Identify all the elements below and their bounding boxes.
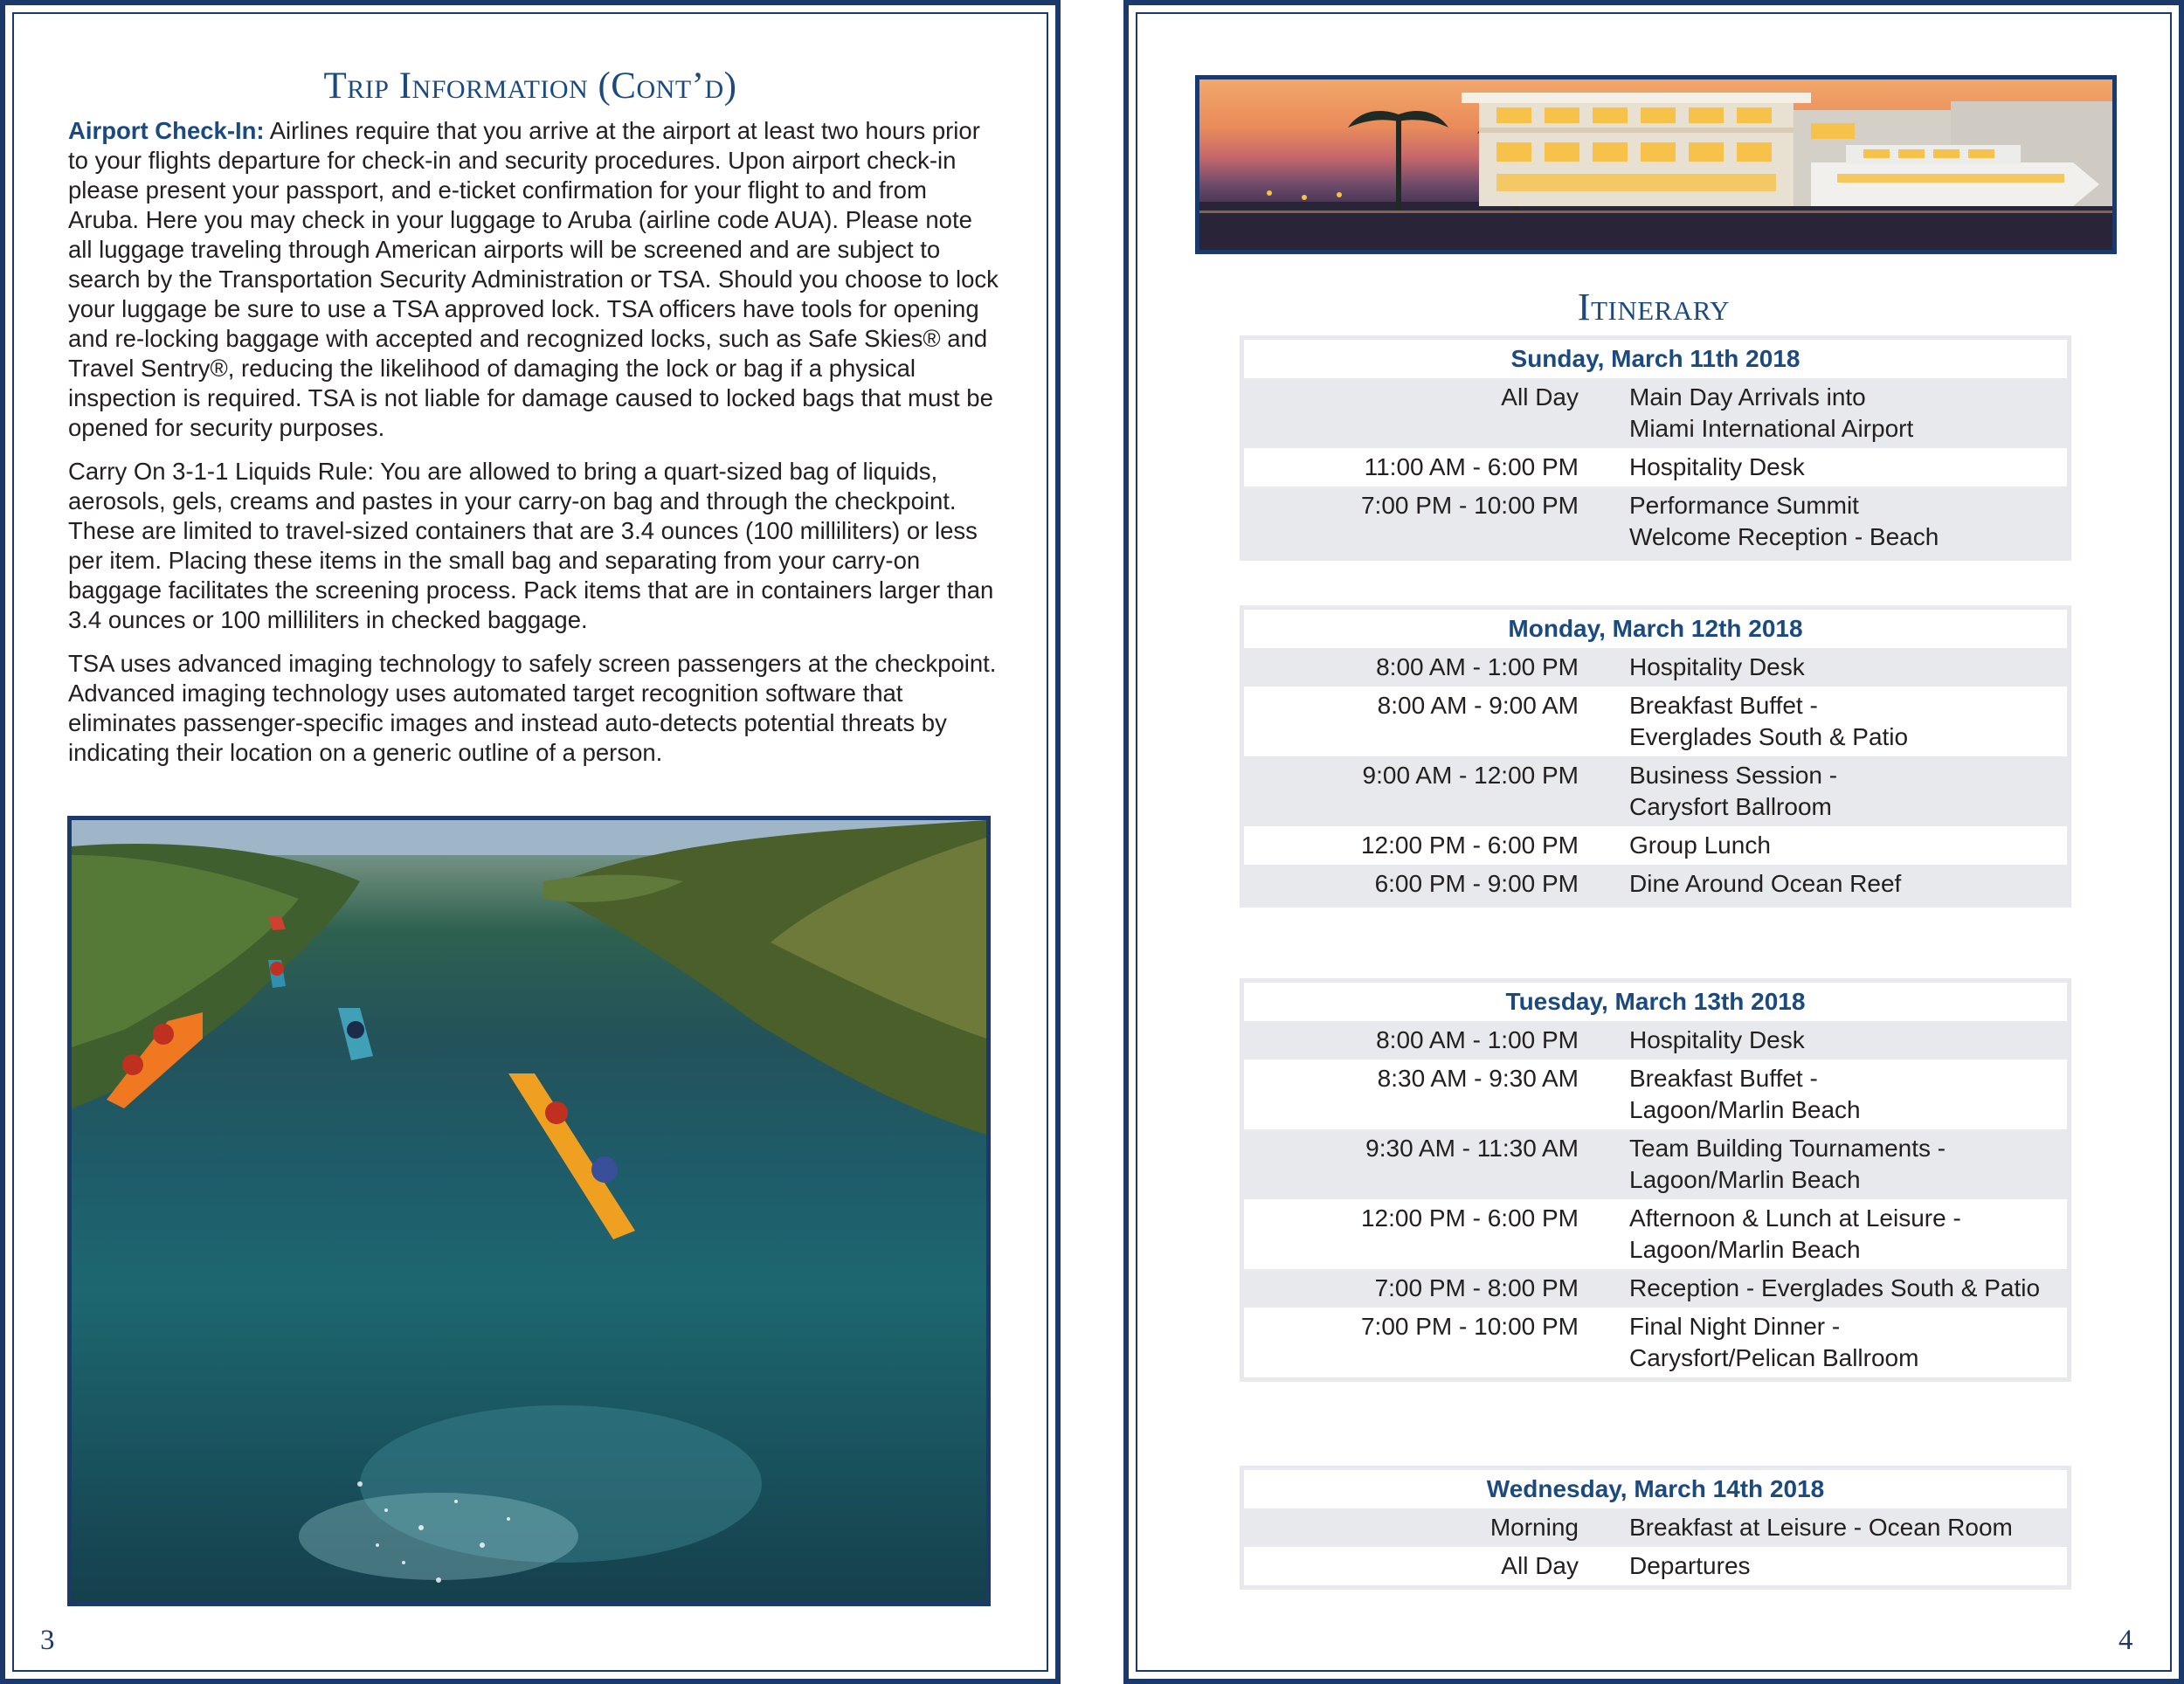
schedule-row (1244, 687, 2067, 756)
kayak-photo (67, 816, 991, 1606)
row-time: 9:30 AM - 11:30 AM (1365, 1135, 1579, 1162)
row-time: 6:00 PM - 9:00 PM (1374, 870, 1579, 897)
day-title: Sunday, March 11th 2018 (1244, 340, 2067, 378)
row-event: Business Session - Carysfort Ballroom (1629, 762, 1838, 820)
row-event: Breakfast Buffet - Everglades South & Patio (1629, 692, 1909, 750)
schedule-row (1244, 865, 2067, 903)
schedule-row (1244, 1021, 2067, 1059)
row-event: Departures (1629, 1552, 1751, 1579)
schedule-row (1244, 1269, 2067, 1308)
airport-checkin-lead: Airport Check-In: (68, 117, 265, 144)
day-title: Wednesday, March 14th 2018 (1244, 1470, 2067, 1508)
day-title: Monday, March 12th 2018 (1244, 610, 2067, 648)
row-time: Morning (1489, 1514, 1579, 1541)
row-time: 8:00 AM - 9:00 AM (1377, 692, 1579, 719)
schedule-row (1244, 648, 2067, 687)
schedule-row (1244, 756, 2067, 826)
row-time: 7:00 PM - 10:00 PM (1360, 492, 1579, 519)
page-number-right: 4 (2118, 1625, 2133, 1656)
liquids-rule-paragraph: Carry On 3-1-1 Liquids Rule: You are allowed to bring a quart-sized bag of liquids, aerosols, gels, creams and pastes in your carry-on bag and through the checkpoint. These are limited to travel-sized containers that are 3.4 ounces (100 milliliters) or less per item. Placing these items in the small bag and separating from your carry-on baggage facilitates the screening process. Pack items that are in containers larger than 3.4 ounces or 100 milliliters in checked baggage. (68, 458, 994, 633)
schedule-row (1244, 1059, 2067, 1129)
kayak-teal-center (338, 1008, 373, 1060)
row-event: Afternoon & Lunch at Leisure - Lagoon/Marlin Beach (1629, 1204, 1961, 1263)
row-time: All Day (1501, 1552, 1579, 1579)
row-time: 9:00 AM - 12:00 PM (1362, 762, 1579, 789)
row-event: Main Day Arrivals into Miami International Airport (1629, 383, 1914, 442)
row-event: Hospitality Desk (1629, 1026, 1805, 1053)
day-block-tuesday (1240, 978, 2071, 1382)
row-time: 7:00 PM - 8:00 PM (1374, 1274, 1579, 1301)
row-time: 8:30 AM - 9:30 AM (1377, 1065, 1579, 1092)
row-time: All Day (1501, 383, 1579, 411)
page-number-left: 3 (40, 1625, 55, 1656)
airport-checkin-paragraph (68, 116, 999, 443)
row-time: 12:00 PM - 6:00 PM (1360, 832, 1579, 859)
row-event: Dine Around Ocean Reef (1629, 870, 1902, 897)
row-event: Breakfast at Leisure - Ocean Room (1629, 1514, 2013, 1541)
row-event: Breakfast Buffet - Lagoon/Marlin Beach (1629, 1065, 1861, 1123)
trip-info-body (68, 116, 999, 782)
imaging-technology-paragraph: TSA uses advanced imaging technology to safely screen passengers at the checkpoint. Advanced imaging technology uses automated target recognition software that eliminates passenger-specific images and instead auto-detects potential threats by indicating their location on a generic outline of a person. (68, 650, 997, 766)
row-time: 12:00 PM - 6:00 PM (1360, 1204, 1579, 1232)
row-time: 11:00 AM - 6:00 PM (1364, 453, 1579, 480)
row-event: Reception - Everglades South & Patio (1629, 1274, 2041, 1301)
row-event: Team Building Tournaments - Lagoon/Marlin Beach (1629, 1135, 1946, 1193)
schedule-row (1244, 1129, 2067, 1199)
schedule-row (1244, 448, 2067, 487)
schedule-row (1244, 1547, 2067, 1585)
row-time: 8:00 AM - 1:00 PM (1376, 1026, 1579, 1053)
resort-photo (1195, 75, 2117, 254)
row-event: Hospitality Desk (1629, 653, 1805, 680)
row-event: Final Night Dinner - Carysfort/Pelican Ballroom (1629, 1313, 1919, 1371)
day-block-wednesday (1240, 1466, 2071, 1590)
itinerary-heading: Itinerary (1577, 286, 1731, 328)
day-block-monday (1240, 605, 2071, 908)
row-event: Group Lunch (1629, 832, 1771, 859)
kayak-yellow-right (508, 1073, 635, 1239)
day-title: Tuesday, March 13th 2018 (1244, 983, 2067, 1021)
schedule-row (1244, 1199, 2067, 1269)
day-block-sunday (1240, 335, 2071, 561)
row-event: Hospitality Desk (1629, 453, 1805, 480)
airport-checkin-text: Airlines require that you arrive at the airport at least two hours prior to your flights departure for check-in and security procedures. Upon airport check-in please present your passport, and e-ticket confirmation for your flight to and from Aruba. Here you may check in your luggage to Aruba (airline code AUA). Please note all luggage traveling through American airports will be screened and are subject to search by the Transportation Security Administration or TSA. Should you choose to lock your luggage be sure to use a TSA approved lock. TSA officers have tools for opening and re-locking baggage with accepted and recognized locks, such as Safe Skies® and Travel Sentry®, reducing the likelihood of damaging the lock or bag if a physical inspection is required. TSA is not liable for damage caused to locked bags that must be opened for security purposes. (68, 117, 999, 441)
schedule-row (1244, 487, 2067, 556)
schedule-row (1244, 1508, 2067, 1547)
trip-information-heading: Trip Information (Cont’d) (323, 66, 737, 107)
schedule-row (1244, 1308, 2067, 1377)
schedule-row (1244, 826, 2067, 865)
row-time: 7:00 PM - 10:00 PM (1360, 1313, 1579, 1340)
row-time: 8:00 AM - 1:00 PM (1376, 653, 1579, 680)
row-event: Performance Summit Welcome Reception - Beach (1629, 492, 1939, 550)
schedule-row (1244, 378, 2067, 448)
